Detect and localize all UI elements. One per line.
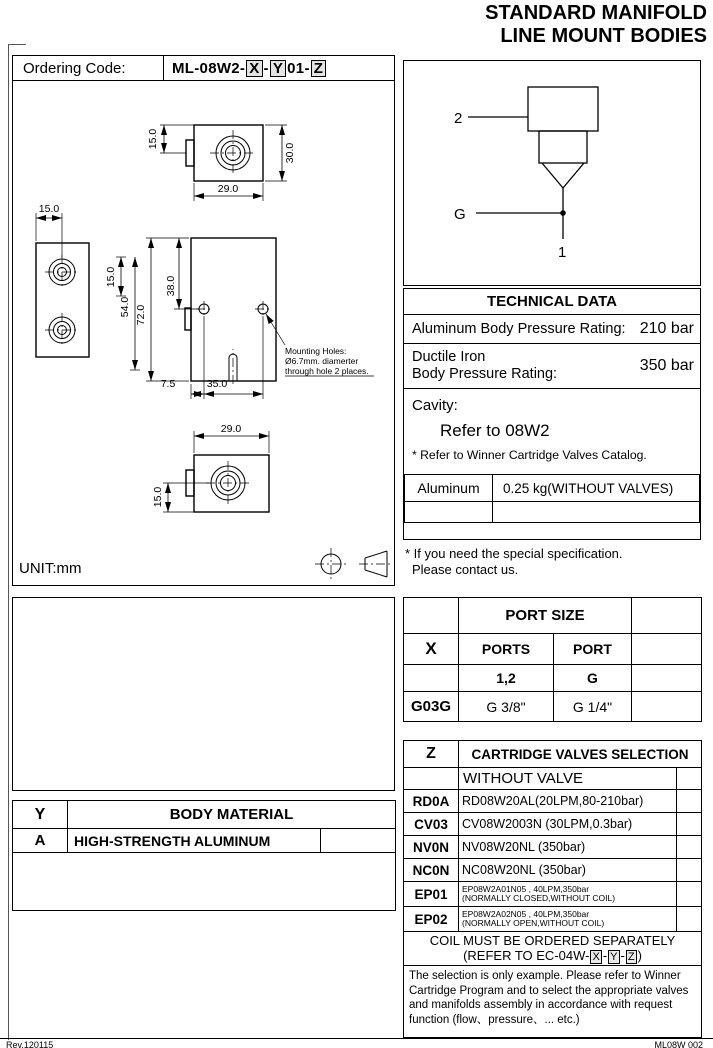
special-spec-note [405, 546, 623, 578]
port-size-x-header: X [404, 634, 459, 665]
dim-front-35: 35.0 [206, 378, 228, 390]
weight-material-cell: Aluminum [405, 475, 493, 502]
dim-front-15: 15.0 [105, 266, 117, 288]
code-x-box: X [246, 60, 262, 77]
cartridge-z-header: Z [404, 741, 459, 768]
dim-bottom-offset: 15.0 [152, 486, 164, 508]
port-size-title: PORT SIZE [459, 598, 632, 634]
footer-divider [0, 1038, 713, 1039]
coil-ref-suffix: ) [637, 948, 642, 963]
valve-code: RD0A [404, 790, 459, 813]
empty-cell [632, 634, 702, 665]
valve-code: CV03 [404, 813, 459, 836]
port-column-header: PORT [554, 634, 632, 665]
technical-drawing [13, 81, 394, 585]
dim-bottom-width: 29.0 [220, 423, 242, 435]
projection-symbol-icon [315, 548, 393, 580]
code-dash: - [263, 59, 269, 77]
body-material-title: BODY MATERIAL [68, 801, 396, 829]
empty-cell [404, 598, 459, 634]
valve-desc [459, 907, 677, 932]
code-mid: 01- [287, 59, 310, 77]
valve-desc [459, 882, 677, 907]
body-material-value: HIGH-STRENGTH ALUMINUM [68, 829, 321, 853]
empty-cell [632, 598, 702, 634]
iron-rating-label-line1: Ductile Iron [412, 349, 486, 365]
empty-cell [405, 502, 493, 523]
valve-desc-line2: (NORMALLY OPEN,WITHOUT COIL) [462, 918, 605, 928]
empty-cell [677, 813, 702, 836]
coil-note-cell [404, 932, 702, 966]
cartridge-valves-table [403, 740, 702, 1038]
page-corner-mark [8, 44, 26, 45]
empty-cell [632, 665, 702, 692]
valve-desc: NV08W20NL (350bar) [459, 836, 677, 859]
valve-desc-line2: (NORMALLY CLOSED,WITHOUT COIL) [462, 893, 616, 903]
port-size-code: G03G [404, 692, 459, 722]
valve-desc-line1: EP08W2A02N05 , 40LPM,350bar [462, 908, 590, 919]
weight-value-cell: 0.25 kg(WITHOUT VALVES) [493, 475, 700, 502]
dim-top-offset: 15.0 [147, 128, 159, 150]
aluminum-rating-label: Aluminum Body Pressure Rating: [412, 320, 626, 337]
port-size-table [403, 597, 702, 722]
iron-rating-label [412, 349, 557, 383]
title-line-1: STANDARD MANIFOLD [485, 2, 707, 24]
ordering-code-box [12, 55, 395, 81]
technical-drawing-panel [12, 80, 395, 586]
empty-cell [677, 859, 702, 882]
body-material-y-header: Y [13, 801, 68, 829]
empty-cell [677, 836, 702, 859]
coil-dash: - [602, 948, 608, 963]
empty-panel [12, 597, 395, 791]
valve-desc-line1: EP08W2A01N05 , 40LPM,350bar [462, 883, 590, 894]
iron-rating-value: 350 bar [639, 357, 694, 374]
selection-note-cell: The selection is only example. Please refer to Winner Cartridge Program and to select the appropriate valves and manifolds assembly in accordance with request function (flow、pressure、... etc.) [404, 966, 702, 1038]
unit-label: UNIT:mm [19, 560, 82, 577]
valve-desc: NC08W20NL (350bar) [459, 859, 677, 882]
valve-code: NV0N [404, 836, 459, 859]
port-subheader: G [554, 665, 632, 692]
mounting-note-line3: through hole 2 places. [285, 366, 369, 376]
ordering-code-value [164, 56, 327, 80]
iron-rating-label-line2: Body Pressure Rating: [412, 366, 558, 382]
dim-side-offset: 15.0 [38, 203, 60, 215]
aluminum-rating-value: 210 bar [639, 320, 694, 337]
schematic-panel [403, 60, 701, 286]
dim-front-38: 38.0 [165, 275, 177, 297]
hydraulic-schematic [404, 61, 700, 285]
body-material-code: A [13, 829, 68, 853]
empty-cell [677, 790, 702, 813]
revision-label: Rev.120115 [6, 1040, 54, 1048]
empty-cell [632, 692, 702, 722]
coil-y-box: Y [610, 951, 618, 963]
body-material-table [12, 800, 396, 911]
code-prefix: ML-08W2- [172, 59, 246, 77]
technical-data-panel [403, 288, 701, 540]
mounting-note-line2: Ø6.7mm. diamerter [285, 356, 359, 366]
title-line-2: LINE MOUNT BODIES [500, 25, 707, 47]
dim-top-width: 29.0 [217, 183, 239, 195]
coil-ref-prefix: (REFER TO EC-04W- [463, 948, 590, 963]
cavity-label: Cavity: [412, 397, 458, 414]
page-edge-line [8, 44, 9, 1040]
empty-cell [677, 907, 702, 932]
code-z-box: Z [311, 60, 326, 77]
coil-note-line1: COIL MUST BE ORDERED SEPARATELY [429, 933, 676, 948]
ordering-code-label: Ordering Code: [13, 56, 164, 80]
empty-cell [677, 882, 702, 907]
side-view [36, 203, 89, 357]
dim-front-72: 72.0 [135, 304, 147, 326]
empty-cell [493, 502, 700, 523]
cartridge-title: CARTRIDGE VALVES SELECTION [459, 741, 702, 768]
empty-cell [404, 768, 459, 790]
pressure-rating-iron-row [404, 344, 700, 389]
front-view [161, 238, 374, 399]
dim-top-height: 30.0 [284, 142, 296, 164]
catalog-note: * Refer to Winner Cartridge Valves Catalog. [412, 448, 647, 462]
schematic-port-1-label: 1 [558, 244, 567, 261]
valve-code: EP02 [404, 907, 459, 932]
coil-note-line2 [404, 948, 701, 964]
valve-desc: CV08W2003N (30LPM,0.3bar) [459, 813, 677, 836]
ports-subheader: 1,2 [459, 665, 554, 692]
valve-code: EP01 [404, 882, 459, 907]
coil-x-box: X [592, 951, 600, 963]
technical-data-title: TECHNICAL DATA [404, 289, 700, 315]
schematic-port-2-label: 2 [454, 110, 463, 127]
empty-cell [677, 768, 702, 790]
bottom-view [152, 423, 269, 512]
empty-cell [321, 829, 396, 853]
document-code: ML08W 002 [654, 1040, 703, 1048]
coil-z-box: Z [627, 951, 635, 963]
mounting-note-line1: Mounting Holes: [285, 346, 347, 356]
dim-front-54: 54.0 [119, 296, 131, 318]
schematic-port-g-label: G [454, 206, 466, 223]
code-y-box: Y [270, 60, 286, 77]
special-spec-line1: * If you need the special specification. [405, 546, 623, 561]
pressure-rating-aluminum-row [404, 315, 700, 344]
weight-table [404, 474, 700, 523]
cavity-value: Refer to 08W2 [440, 421, 550, 440]
ports-column-header: PORTS [459, 634, 554, 665]
top-view [147, 125, 296, 201]
page-title [485, 2, 707, 48]
valve-desc: RD08W20AL(20LPM,80-210bar) [459, 790, 677, 813]
special-spec-line2: Please contact us. [412, 562, 519, 577]
valve-code: NC0N [404, 859, 459, 882]
port-size-value: G 1/4" [554, 692, 632, 722]
empty-cell [404, 665, 459, 692]
ports-size-value: G 3/8" [459, 692, 554, 722]
without-valve-cell: WITHOUT VALVE [459, 768, 677, 790]
coil-dash: - [620, 948, 625, 963]
empty-cell [13, 853, 396, 911]
dim-front-7-5: 7.5 [160, 378, 176, 390]
